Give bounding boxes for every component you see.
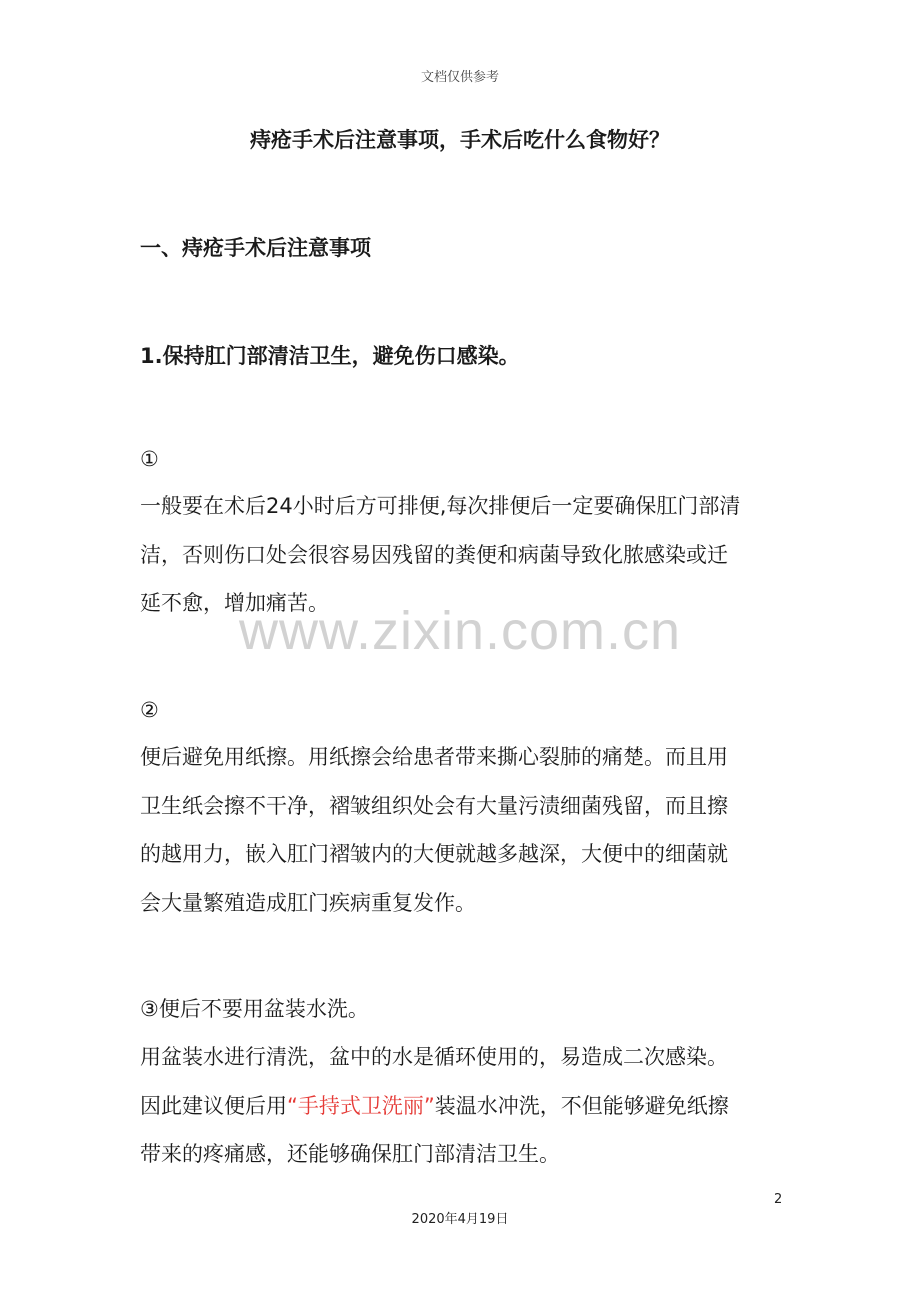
paragraph-marker-1: ① [140, 447, 159, 471]
document-title: 痔疮手术后注意事项，手术后吃什么食物好？ [250, 128, 670, 152]
page-number: 2 [774, 1192, 783, 1207]
paragraph-2-line-4: 会大量繁殖造成肛门疾病重复发作。 [140, 891, 476, 915]
section-heading: 一、痔疮手术后注意事项 [140, 236, 371, 260]
paragraph-1-line-1: 一般要在术后24小时后方可排便,每次排便后一定要确保肛门部清 [140, 494, 741, 518]
paragraph-3-line-2 [140, 1091, 729, 1121]
paragraph-3-line-2-start: 因此建议便后用 [140, 1094, 287, 1118]
paragraph-2-line-2: 卫生纸会擦不干净，褶皱组织处会有大量污渍细菌残留，而且擦 [140, 794, 728, 818]
product-highlight: “手持式卫洗丽” [287, 1094, 435, 1118]
paragraph-marker-2: ② [140, 698, 159, 722]
paragraph-3-title: ③便后不要用盆装水洗。 [140, 997, 369, 1021]
watermark: www.zixin.com.cn [238, 601, 682, 661]
paragraph-1-line-2: 洁，否则伤口处会很容易因残留的粪便和病菌导致化脓感染或迁 [140, 543, 728, 567]
item-heading: 1.保持肛门部清洁卫生，避免伤口感染。 [140, 344, 520, 368]
paragraph-3-line-3: 带来的疼痛感，还能够确保肛门部清洁卫生。 [140, 1142, 560, 1166]
paragraph-2-line-3: 的越用力，嵌入肛门褶皱内的大便就越多越深，大便中的细菌就 [140, 842, 728, 866]
paragraph-1-line-3: 延不愈，增加痛苦。 [140, 591, 329, 615]
paragraph-2-line-1: 便后避免用纸擦。用纸擦会给患者带来撕心裂肺的痛楚。而且用 [140, 745, 728, 769]
paragraph-3-line-2-end: 装温水冲洗，不但能够避免纸擦 [434, 1094, 729, 1118]
paragraph-3-line-1: 用盆装水进行清洗，盆中的水是循环使用的，易造成二次感染。 [140, 1045, 728, 1069]
footer-date: 2020年4月19日 [411, 1212, 509, 1227]
page-header: 文档仅供参考 [420, 70, 499, 85]
